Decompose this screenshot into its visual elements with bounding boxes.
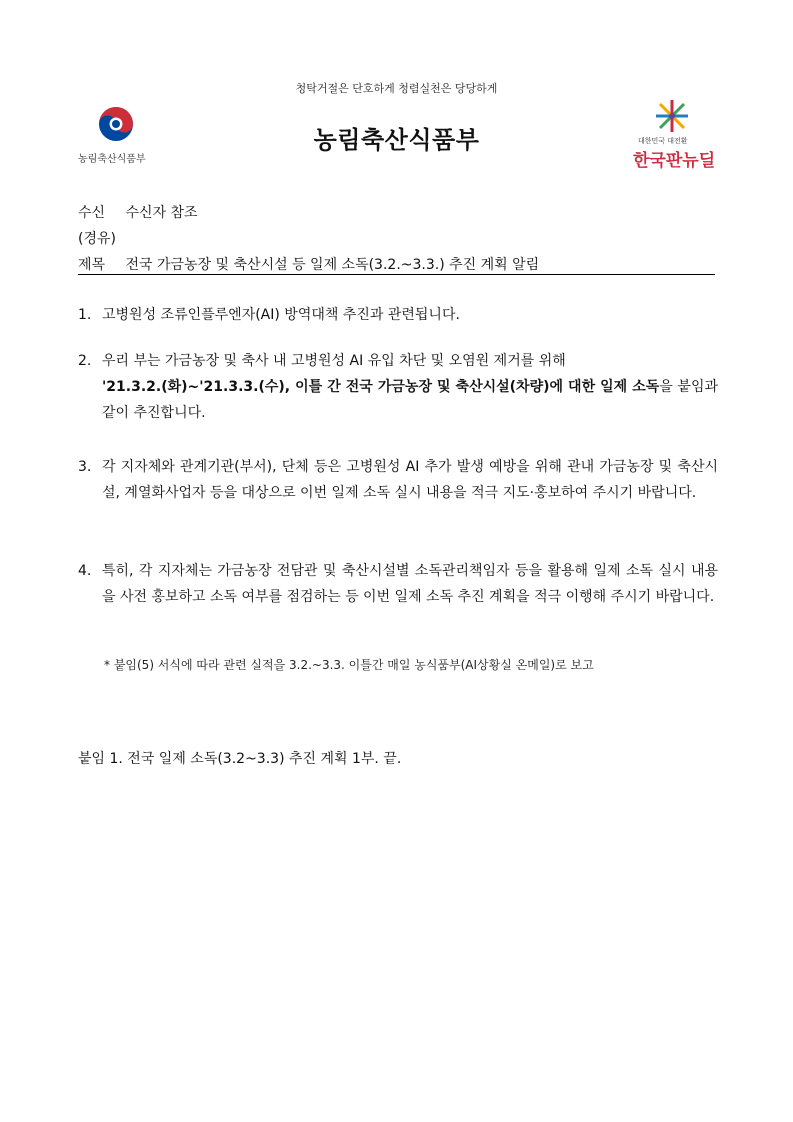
paragraph-3-text: 각 지자체와 관계기관(부서), 단체 등은 고병원성 AI 추가 발생 예방을 위해 관내 가금농장 및 축산시설, 계열화사업자 등을 대상으로 이번 일제 소독 실시 내용을 적극 지도·홍보하여 주시기 바랍니다. (102, 459, 718, 501)
paragraph-2-bold: '21.3.2.(화)~'21.3.3.(수), 이틀 간 전국 가금농장 및 축산시설(차량)에 대한 일제 소독 (102, 379, 660, 395)
paragraph-3 (78, 454, 718, 506)
attachment-line: 붙임 1. 전국 일제 소독(3.2~3.3) 추진 계획 1부. 끝. (78, 751, 402, 767)
right-logo-small: 대한민국 대전환 (638, 137, 688, 145)
korean-new-deal-star-icon (654, 98, 690, 134)
paragraph-2-line1: 우리 부는 가금농장 및 축사 내 고병원성 AI 유입 차단 및 오염원 제거를 위해 (102, 353, 566, 369)
via-line: (경유) (78, 231, 116, 247)
org-title: 농림축산식품부 (313, 126, 480, 154)
recipient-value: 수신자 참조 (125, 205, 198, 221)
paragraph-1-text: 고병원성 조류인플루엔자(AI) 방역대책 추진과 관련됩니다. (102, 307, 460, 323)
subject-line (78, 254, 539, 274)
recipient-line (78, 202, 198, 222)
paragraph-4 (78, 558, 718, 610)
right-logo-big: 한국판뉴딜 (633, 151, 716, 171)
subject-label: 제목 (78, 257, 106, 273)
subject-value: 전국 가금농장 및 축산시설 등 일제 소독(3.2.~3.3.) 추진 계획 알림 (125, 257, 540, 273)
reporting-note: * 붙임(5) 서식에 따라 관련 실적을 3.2.~3.3. 이틀간 매일 농식품부(AI상황실 온메일)로 보고 (104, 658, 594, 672)
paragraph-2-number: 2. (78, 353, 92, 369)
paragraph-2-tail: 을 붙임과 같이 추진합니다. (102, 379, 718, 421)
recipient-label: 수신 (78, 205, 106, 221)
left-logo-caption: 농림축산식품부 (78, 154, 146, 165)
paragraph-4-text: 특히, 각 지자체는 가금농장 전담관 및 축산시설별 소독관리책임자 등을 활용해 일제 소독 실시 내용을 사전 홍보하고 소독 여부를 점검하는 등 이번 일제 소독 추진 계획을 적극 이행해 주시기 바랍니다. (102, 563, 718, 605)
paragraph-3-number: 3. (78, 459, 92, 475)
slogan: 청탁거절은 단호하게 청렴실천은 당당하게 (295, 82, 498, 95)
paragraph-4-number: 4. (78, 563, 92, 579)
paragraph-1-number: 1. (78, 307, 92, 323)
subject-divider (78, 274, 715, 275)
paragraph-1 (78, 302, 718, 328)
paragraph-2 (78, 348, 718, 426)
